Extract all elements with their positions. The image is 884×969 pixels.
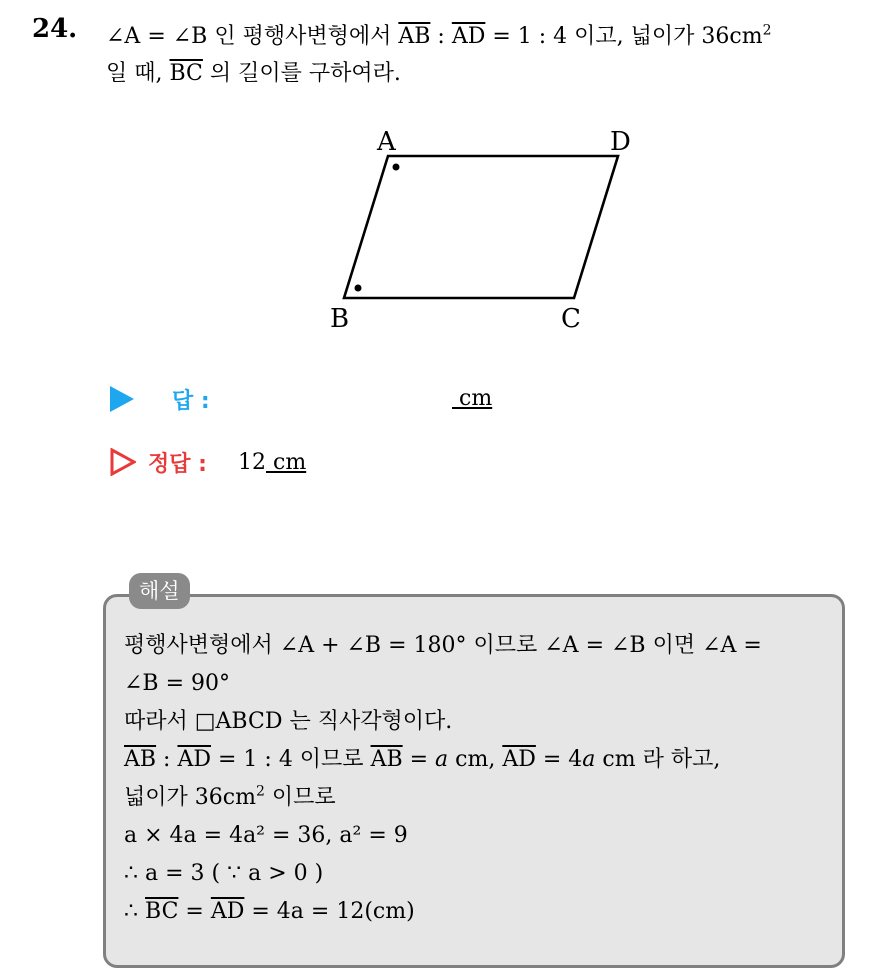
solution-fragment: = 4a = 12(cm): [244, 899, 415, 924]
segment-bc: $\overline{BC}$: [169, 61, 203, 86]
segment-ab: $\overline{AB}$: [124, 747, 157, 772]
answer-label: 답 :: [172, 389, 210, 414]
solution-line: 평행사변형에서 ∠A + ∠B = 180° 이므로 ∠A = ∠B 이면 ∠A =: [124, 633, 762, 658]
correct-answer-value: [238, 450, 306, 475]
exponent: 2: [762, 22, 772, 39]
vertex-label-b: B: [330, 304, 350, 334]
solution-line: 따라서 □ABCD 는 직사각형이다.: [124, 709, 453, 734]
segment-ad: $\overline{AD}$: [451, 24, 486, 49]
vertex-label-a: A: [377, 127, 396, 157]
correct-answer-label: 정답 :: [148, 452, 207, 477]
question-line-1: [106, 18, 866, 55]
solution-fragment: ∴: [124, 899, 145, 924]
question-fragment: 일 때,: [106, 61, 170, 86]
question-fragment: = 1 : 4 이고, 넓이가 36cm: [485, 24, 763, 49]
variable-a: a: [435, 747, 449, 772]
question-number: 24.: [32, 14, 78, 44]
solution-line: [124, 893, 824, 931]
solution-line: ∠B = 90°: [124, 671, 231, 696]
angle-mark-a: [393, 164, 400, 171]
question-fragment: 의 길이를 구하여라.: [202, 61, 401, 86]
vertex-label-c: C: [561, 304, 581, 334]
solution-fragment: :: [156, 747, 178, 772]
solution-fragment: =: [178, 899, 211, 924]
solution-line: [124, 741, 824, 779]
angle-mark-b: [355, 285, 362, 292]
parallelogram-shape: [344, 156, 618, 298]
question-line-2: [106, 55, 866, 92]
solution-tag: 해설: [129, 573, 190, 609]
question-fragment: ∠A = ∠B 인 평행사변형에서: [106, 24, 399, 49]
variable-a: a: [582, 747, 596, 772]
question-fragment: :: [430, 24, 452, 49]
solution-fragment: = 4: [535, 747, 583, 772]
solution-fragment: 이므로: [264, 785, 336, 810]
parallelogram-figure: [320, 125, 650, 340]
segment-ad: $\overline{AD}$: [210, 899, 245, 924]
answer-blank[interactable]: cm: [452, 386, 493, 411]
segment-ab: $\overline{AB}$: [398, 24, 431, 49]
segment-bc: $\overline{BC}$: [145, 899, 179, 924]
correct-answer-number: 12: [238, 450, 266, 475]
solution-fragment: = 1 : 4 이므로: [211, 747, 371, 772]
solution-fragment: cm,: [448, 747, 503, 772]
segment-ad: $\overline{AD}$: [502, 747, 536, 772]
solution-body: [124, 627, 824, 931]
solution-fragment: cm 라 하고,: [595, 747, 721, 772]
segment-ab: $\overline{AB}$: [370, 747, 403, 772]
question-text: [106, 18, 866, 92]
segment-ad: $\overline{AD}$: [177, 747, 211, 772]
play-triangle-icon: [110, 386, 134, 412]
solution-line: [124, 779, 824, 817]
exponent: 2: [255, 783, 265, 800]
correct-answer-unit: cm: [266, 450, 307, 475]
solution-fragment: =: [402, 747, 436, 772]
solution-fragment: 넓이가 36cm: [124, 785, 256, 810]
vertex-label-d: D: [610, 127, 631, 157]
outline-triangle-icon: [110, 448, 136, 476]
solution-line: ∴ a = 3 ( ∵ a > 0 ): [124, 861, 324, 886]
solution-line: a × 4a = 4a² = 36, a² = 9: [124, 823, 408, 848]
